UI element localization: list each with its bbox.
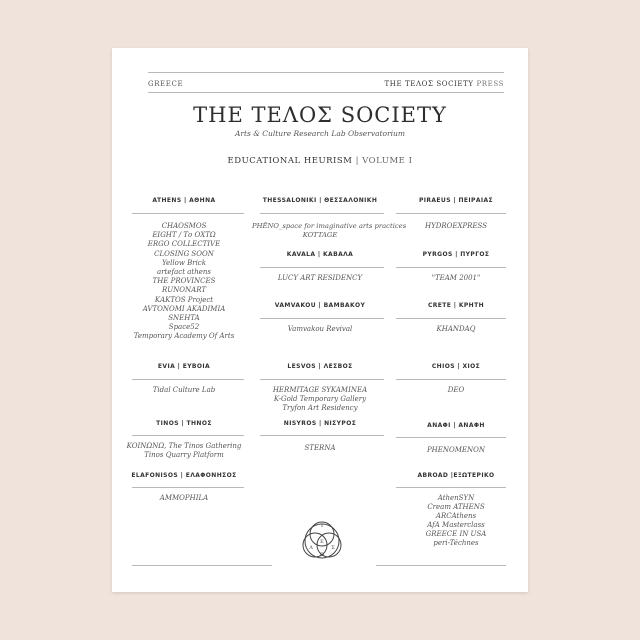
page-subtitle: Arts & Culture Research Lab Observatorium <box>235 129 405 138</box>
list-item: SNEHTA <box>168 314 200 323</box>
section-rule <box>132 435 244 436</box>
section-heading-crete: CRETE | ΚΡΗΤΗ <box>427 302 485 309</box>
list-item: RUNONART <box>161 286 207 295</box>
list-item: ARCAthens <box>435 512 477 520</box>
evia-list <box>116 386 252 395</box>
section-rule <box>132 379 244 380</box>
section-rule <box>260 379 384 380</box>
document-page <box>112 48 528 592</box>
section-rule <box>260 435 384 436</box>
volume-label: EDUCATIONAL HEURISM <box>227 156 353 166</box>
list-item: GREECE IN USA <box>425 530 487 538</box>
svg-text:Τ: Τ <box>320 523 324 529</box>
section-heading-vamvakou: VAMVAKOU | ΒΑΜΒΑΚΟΥ <box>274 302 366 309</box>
vamvakou-list <box>252 325 388 334</box>
list-item: AthenSYN <box>437 494 475 502</box>
section-heading-tinos: TINOS | ΤΗΝΟΣ <box>156 420 212 427</box>
list-item: PHĒNO_space for imaginative arts practices <box>252 222 407 230</box>
list-item: AVTONOMI AKADIMIA <box>142 304 226 313</box>
section-heading-pyrgos: PYRGOS | ΠΥΡΓΟΣ <box>422 251 490 258</box>
section-rule <box>260 318 384 319</box>
volume-separator: | <box>355 156 359 166</box>
list-item: Temporary Academy Of Arts <box>133 332 235 341</box>
page-title: THE ΤΕΛΟΣ SOCIETY <box>193 103 447 127</box>
elafonisos-list <box>116 494 252 503</box>
list-item: AfA Masterclass <box>427 521 485 529</box>
list-item: LUCY ART RESIDENCY <box>277 274 363 282</box>
section-rule <box>396 487 506 488</box>
list-item: K-Gold Temporary Gallery <box>273 395 367 404</box>
lesvos-list <box>252 386 388 414</box>
tau-seal-icon <box>302 516 342 571</box>
piraeus-list <box>388 222 524 231</box>
list-item: Tryfon Art Residency <box>282 404 358 413</box>
section-heading-athens: ATHENS | ΑΘΗΝΑ <box>152 197 216 204</box>
thessaloniki-list <box>252 222 407 240</box>
abroad-list <box>388 494 524 548</box>
svg-text:Σ: Σ <box>331 545 335 551</box>
list-item: ΚΟΙΝΩΝΩ, The Tinos Gathering <box>126 442 242 450</box>
list-item: Vamvakou Revival <box>287 325 353 333</box>
list-item: CLOSING SOON <box>154 249 214 258</box>
section-rule <box>396 213 506 214</box>
tinos-list <box>116 442 252 460</box>
section-heading-piraeus: PIRAEUS | ΠΕΙΡΑΙΑΣ <box>418 197 494 204</box>
list-item: Tidal Culture Lab <box>152 386 216 394</box>
anafi-list <box>388 446 524 455</box>
list-item: DEO <box>447 386 465 394</box>
section-heading-nisyros: NISYROS | ΝΙΣΥΡΟΣ <box>283 420 357 427</box>
press-suffix: PRESS <box>476 80 504 88</box>
section-rule <box>260 213 384 214</box>
list-item: ERGO COLLECTIVE <box>147 240 221 249</box>
list-item: THE PROVINCES <box>152 277 216 286</box>
list-item: "TEAM 2001" <box>431 274 481 282</box>
list-item: KOTTAGE <box>302 231 338 240</box>
section-heading-anafi: ANAΦI | ΑΝΑΦΗ <box>427 422 485 429</box>
section-rule <box>132 487 244 488</box>
athens-list <box>116 222 252 342</box>
footer-rule-left <box>132 565 272 566</box>
section-heading-elafonisos: ELAFONISOS | ΕΛΑΦΟΝΗΣΟΣ <box>131 472 237 479</box>
chios-list <box>388 386 524 395</box>
svg-text:Ο: Ο <box>319 552 325 558</box>
section-rule <box>396 379 506 380</box>
list-item: ΚΑΚΤΟS Project <box>154 295 214 304</box>
list-item: Space52 <box>168 323 200 332</box>
section-rule <box>260 267 384 268</box>
list-item: EIGHT / Το ΟΧΤΩ <box>152 231 216 240</box>
section-heading-abroad: ABROAD |ΕΞΩΤΕΡΙΚΟ <box>417 472 495 479</box>
section-rule <box>132 213 244 214</box>
section-rule <box>396 437 506 438</box>
section-heading-kavala: KAVALA | ΚΑΒΑΛΑ <box>286 251 354 258</box>
press-label <box>384 80 504 88</box>
list-item: HYDROEXPRESS <box>425 222 487 230</box>
list-item: CHAOSMOS <box>161 222 207 230</box>
list-item: Tinos Quarry Platform <box>144 451 224 460</box>
section-heading-evia: EVIA | ΕΥΒΟΙΑ <box>157 363 211 370</box>
list-item: Yellow Brick <box>162 258 206 267</box>
list-item: peri-Téchnes <box>433 539 479 547</box>
volume-heading <box>112 156 528 166</box>
list-item: Cream ATHENS <box>427 503 485 511</box>
header-rule-top <box>148 72 504 73</box>
kavala-list <box>252 274 388 283</box>
nisyros-list <box>252 444 388 453</box>
list-item: artefact athens <box>157 268 211 277</box>
volume-number: VOLUME I <box>362 156 413 166</box>
header-rule-bottom <box>148 92 504 93</box>
section-heading-thessaloniki: THESSALONIKI | ΘΕΣΣΑΛΟΝΙΚΗ <box>262 197 378 204</box>
crete-list <box>388 325 524 334</box>
list-item: PHENOMENON <box>426 446 486 454</box>
list-item: KHANDAQ <box>436 325 476 333</box>
country-label: GREECE <box>148 80 184 88</box>
section-rule <box>396 267 506 268</box>
list-item: AMMOPHILA <box>159 494 209 502</box>
svg-text:Λ: Λ <box>309 545 313 551</box>
section-rule <box>396 318 506 319</box>
list-item: HERMITAGE SYKAMINEA <box>272 386 368 394</box>
press-name: THE ΤΕΛΟΣ SOCIETY <box>384 80 474 88</box>
pyrgos-list <box>388 274 524 283</box>
footer-rule-right <box>376 565 506 566</box>
section-heading-lesvos: LESVOS | ΛΕΣΒΟΣ <box>287 363 353 370</box>
svg-text:Ε: Ε <box>320 539 324 545</box>
list-item: STERNA <box>304 444 336 452</box>
section-heading-chios: CHIOS | ΧΙΟΣ <box>431 363 481 370</box>
